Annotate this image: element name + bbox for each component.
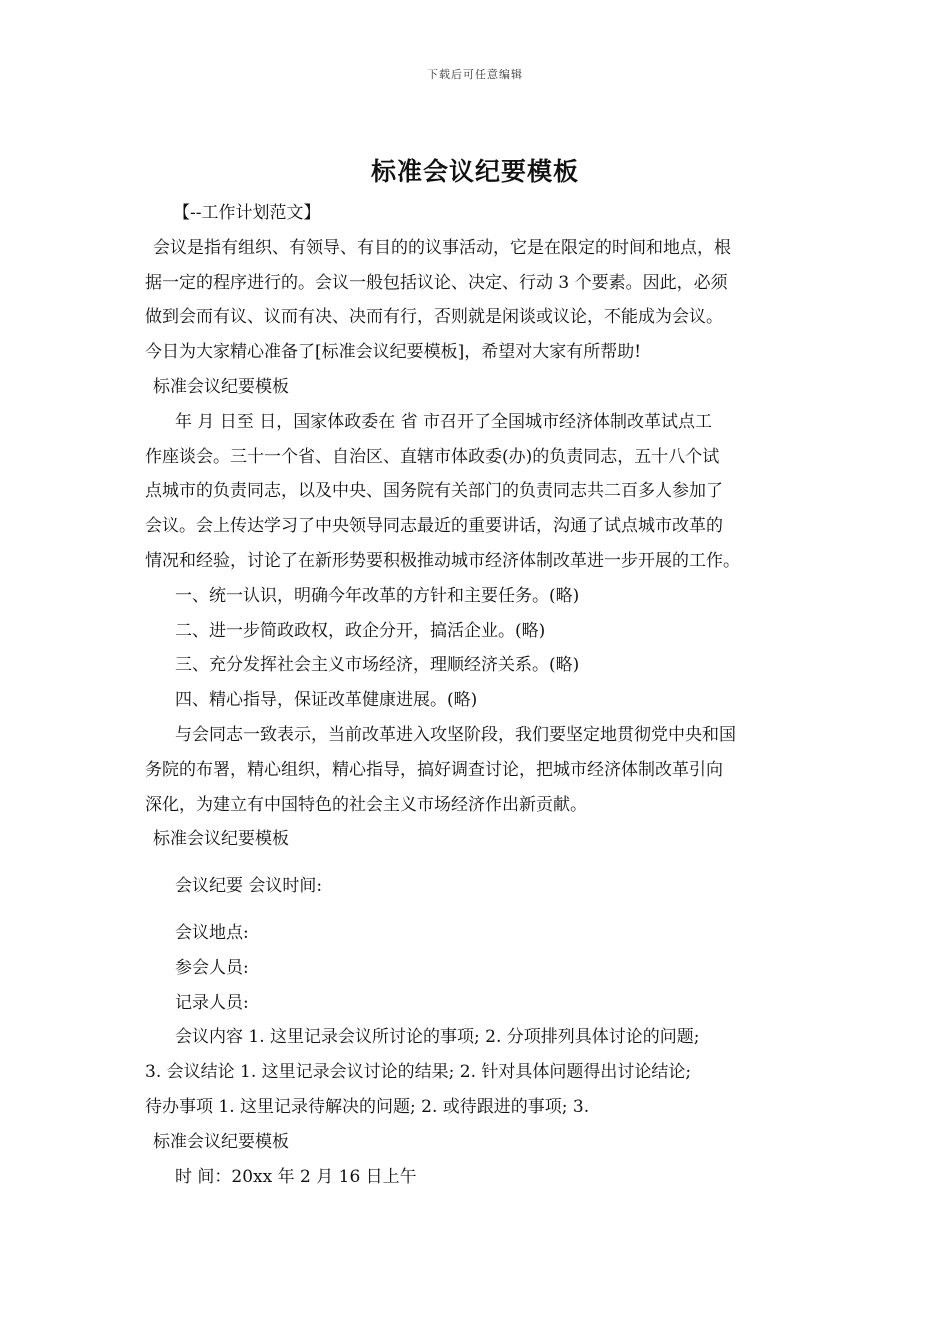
- conclusion-line: 务院的布署，精心组织，精心指导，搞好调查讨论，把城市经济体制改革引向: [145, 759, 723, 780]
- document-body: [145, 196, 810, 1194]
- section-heading: 标准会议纪要模板: [153, 829, 289, 850]
- section-heading: 标准会议纪要模板: [153, 1131, 289, 1152]
- conclusion-line: 深化，为建立有中国特色的社会主义市场经济作出新贡献。: [145, 794, 587, 815]
- section-heading: 标准会议纪要模板: [153, 376, 289, 397]
- content-line: 待办事项 1. 这里记录待解决的问题; 2. 或待跟进的事项; 3.: [145, 1096, 590, 1117]
- intro-line: 会议是指有组织、有领导、有目的的议事活动，它是在限定的时间和地点，根: [153, 237, 731, 258]
- document-title: 标准会议纪要模板: [370, 157, 579, 186]
- sample2-block: [145, 857, 810, 1125]
- intro-line: 今日为大家精心准备了[标准会议纪要模板]，希望对大家有所帮助!: [145, 342, 642, 363]
- meeting-time-field: 会议纪要 会议时间:: [175, 876, 323, 897]
- sample1-line: 作座谈会。三十一个省、自治区、直辖市体政委(办)的负责同志，五十八个试: [145, 446, 720, 467]
- intro-line: 做到会而有议、议而有决、决而有行，否则就是闲谈或议论，不能成为会议。: [145, 307, 723, 328]
- list-item: 三、充分发挥社会主义市场经济，理顺经济关系。(略): [175, 655, 580, 676]
- meeting-place-field: 会议地点:: [175, 922, 249, 943]
- sample1-line: 年 月 日至 日，国家体政委在 省 市召开了全国城市经济体制改革试点工: [175, 411, 713, 432]
- content-line: 3. 会议结论 1. 这里记录会议讨论的结果; 2. 针对具体问题得出讨论结论;: [145, 1062, 692, 1083]
- meeting-time-line: 时 间：20xx 年 2 月 16 日上午: [175, 1166, 417, 1187]
- sample1-paragraph: [145, 405, 810, 823]
- sample1-line: 点城市的负责同志，以及中央、国务院有关部门的负责同志共二百多人参加了: [145, 481, 723, 502]
- content-line: 会议内容 1. 这里记录会议所讨论的事项; 2. 分项排列具体讨论的问题;: [175, 1027, 700, 1048]
- recorder-field: 记录人员:: [175, 992, 249, 1013]
- sample1-line: 情况和经验，讨论了在新形势要积极推动城市经济体制改革进一步开展的工作。: [145, 550, 740, 571]
- intro-paragraph: [145, 231, 810, 370]
- attendees-field: 参会人员:: [175, 957, 249, 978]
- conclusion-line: 与会同志一致表示，当前改革进入攻坚阶段，我们要坚定地贯彻党中央和国: [175, 724, 736, 745]
- header-note: 下载后可任意编辑: [427, 68, 523, 81]
- sample1-line: 会议。会上传达学习了中央领导同志最近的重要讲话，沟通了试点城市改革的: [145, 516, 723, 537]
- subtitle: 【--工作计划范文】: [173, 203, 321, 223]
- list-item: 一、统一认识，明确今年改革的方针和主要任务。(略): [175, 585, 580, 606]
- list-item: 四、精心指导，保证改革健康进展。(略): [175, 690, 478, 711]
- list-item: 二、进一步简政政权，政企分开，搞活企业。(略): [175, 620, 546, 641]
- intro-line: 据一定的程序进行的。会议一般包括议论、决定、行动 3 个要素。因此，必须: [145, 272, 728, 293]
